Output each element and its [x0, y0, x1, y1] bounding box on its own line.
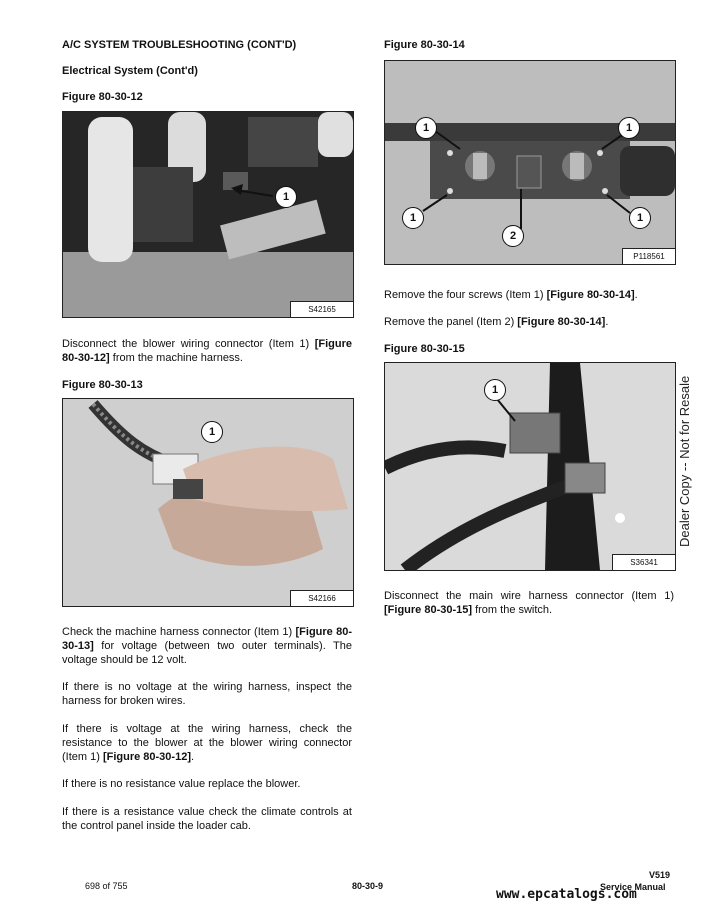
figure-14-code: P118561 [622, 248, 675, 264]
callout-1: 1 [402, 207, 424, 229]
callout-2: 2 [502, 225, 524, 247]
figure-15-title: Figure 80-30-15 [384, 343, 465, 355]
paragraph-remove-screws: Remove the four screws (Item 1) [Figure 80-30-14]. [384, 289, 638, 301]
switch-connector-photo [385, 363, 675, 570]
manual-label: Service Manual [600, 882, 666, 892]
paragraph-no-resistance: If there is no resistance value replace the blower. [62, 778, 301, 790]
figure-14-title: Figure 80-30-14 [384, 39, 465, 51]
paragraph-voltage-present: If there is voltage at the wiring harness, check the resistance to the blower at the blower wiring connector (Item 1) [Figure 80-30-12]. [62, 723, 352, 763]
paragraph-disconnect-main-harness: Disconnect the main wire harness connector (Item 1) [Figure 80-30-15] from the switch. [384, 590, 674, 616]
blower-photo [63, 112, 353, 317]
control-panel-photo [385, 61, 675, 264]
paragraph-resistance-value: If there is a resistance value check the climate controls at the control panel inside the loader cab. [62, 806, 352, 832]
callout-1: 1 [484, 379, 506, 401]
callout-1: 1 [415, 117, 437, 139]
paragraph-remove-panel: Remove the panel (Item 2) [Figure 80-30-14]. [384, 316, 609, 328]
subsection-title: Electrical System (Cont'd) [62, 65, 198, 77]
page-counter: 698 of 755 [85, 881, 128, 891]
figure-12-image [62, 111, 354, 318]
page-code: 80-30-9 [352, 881, 384, 891]
callout-1: 1 [201, 421, 223, 443]
section-title: A/C SYSTEM TROUBLESHOOTING (CONT'D) [62, 39, 297, 51]
callout-1: 1 [629, 207, 651, 229]
figure-15-code: S36341 [612, 554, 675, 570]
figure-15-image [384, 362, 676, 571]
paragraph-disconnect-blower: Disconnect the blower wiring connector (Item 1) [Figure 80-30-12] from the machine harness. [62, 338, 353, 364]
figure-13-title: Figure 80-30-13 [62, 379, 143, 391]
paragraph-check-harness: Check the machine harness connector (Item 1) [Figure 80-30-13] for voltage (between two outer terminals). The voltage should be 12 volt. [62, 626, 352, 666]
website-watermark[interactable]: www.epcatalogs.com [496, 887, 637, 902]
paragraph-no-voltage: If there is no voltage at the wiring harness, inspect the harness for broken wires. [62, 681, 352, 707]
dealer-copy-watermark: Dealer Copy -- Not for Resale [677, 375, 692, 547]
figure-12-code: S42165 [290, 301, 353, 317]
model-label: V519 [649, 870, 671, 880]
figure-14-image [384, 60, 676, 265]
figure-13-image [62, 398, 354, 607]
figure-13-code: S42166 [290, 590, 353, 606]
callout-1: 1 [275, 186, 297, 208]
callout-1: 1 [618, 117, 640, 139]
figure-12-title: Figure 80-30-12 [62, 91, 143, 103]
